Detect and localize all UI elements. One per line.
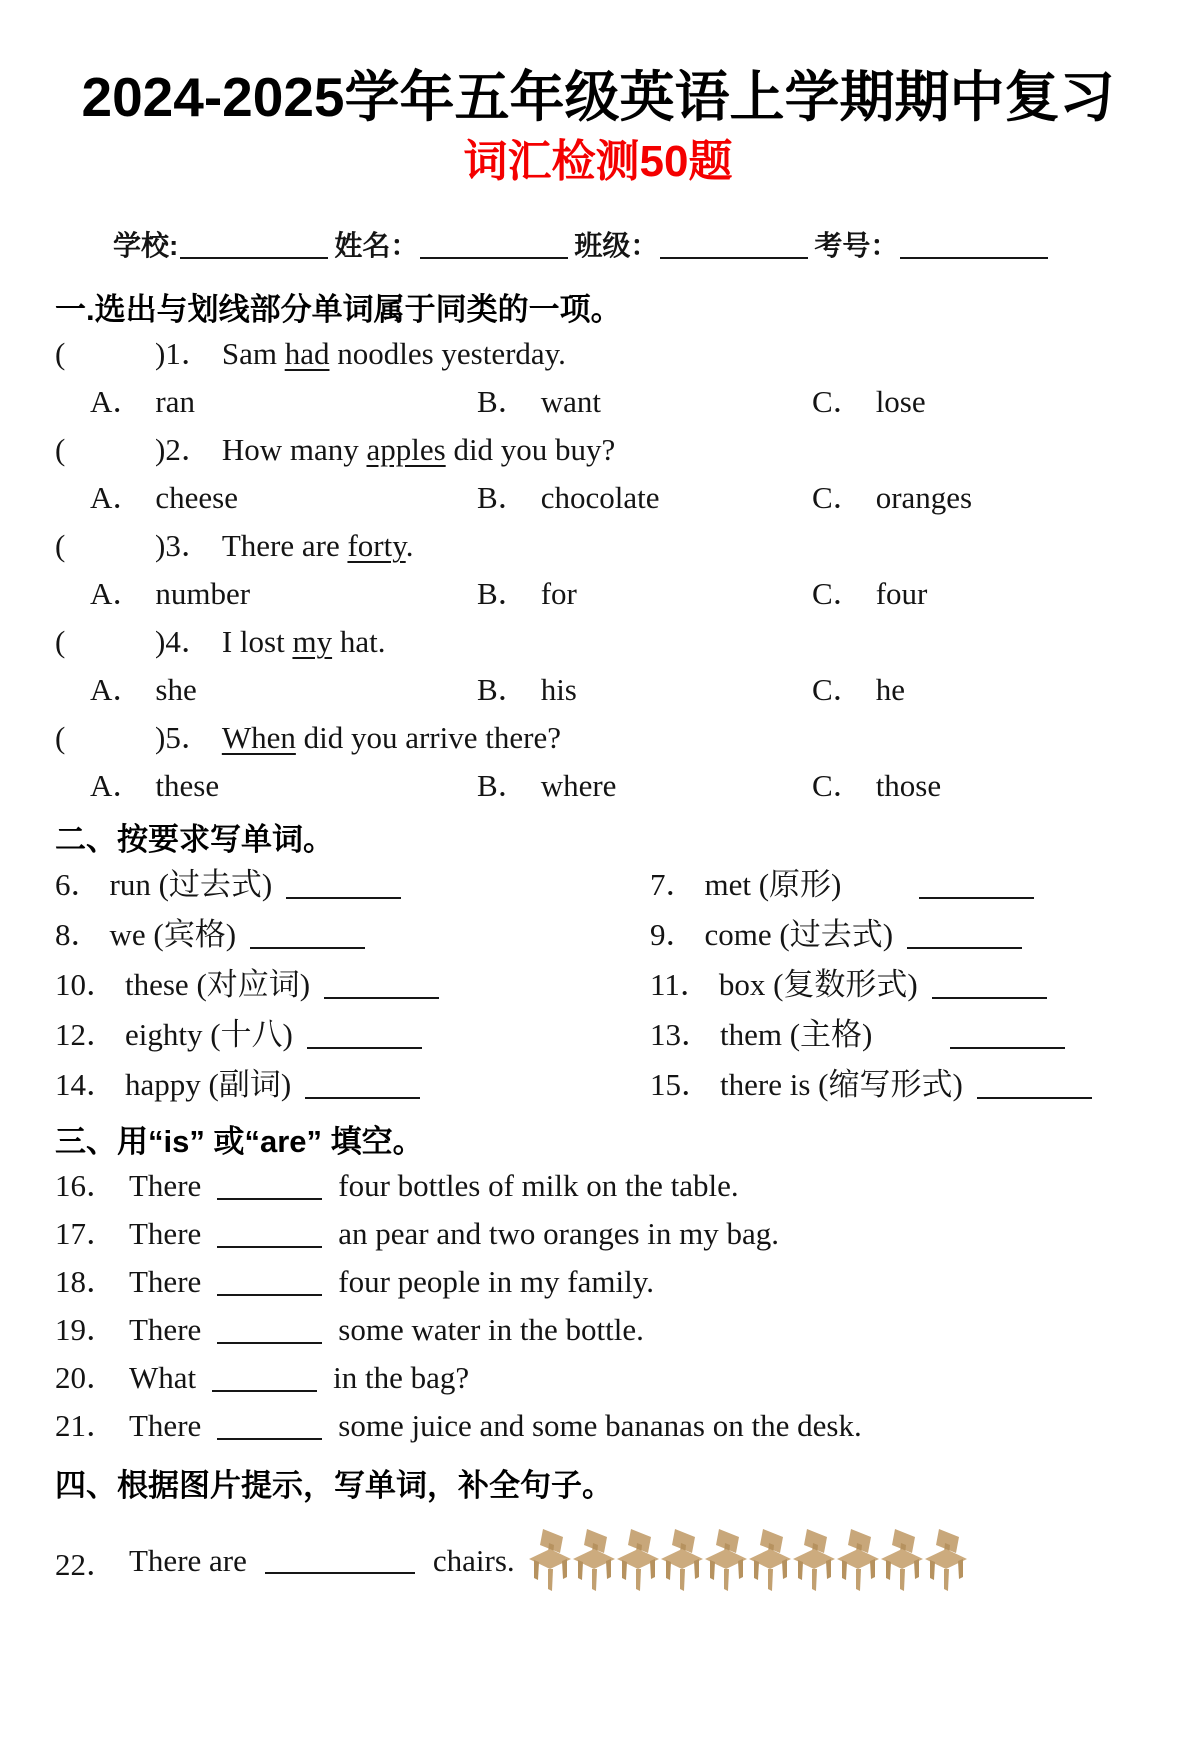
options-row-2 [55,474,1141,522]
option-b[interactable]: B． want [477,384,601,419]
exam-no-blank[interactable] [900,233,1048,259]
answer-blank[interactable] [950,1023,1065,1049]
question-text: When did you arrive there? [221,720,561,755]
option-b[interactable]: B． his [477,672,577,707]
class-blank[interactable] [660,233,808,259]
chair-icon [660,1528,705,1594]
options-row-1 [55,378,1141,426]
chair-icon [704,1528,749,1594]
option-c[interactable]: C． lose [812,384,926,419]
word-item-7: 7． met (原形) [650,860,1141,910]
chair-icon [572,1528,617,1594]
class-field [574,230,808,261]
option-c[interactable]: C． he [812,672,905,707]
chair-icon [924,1528,969,1594]
section-four-heading: 四、根据图片提示，写单词，补全句子。 [55,1468,613,1503]
question-number: )1． [155,336,212,371]
chair-icon [792,1528,837,1594]
school-field [113,230,328,261]
page-subtitle: 词汇检测50题 [463,137,733,186]
word-item-6: 6． run (过去式) [55,860,650,910]
question-text: How many apples did you buy? [221,432,616,467]
exam-no-label: 考号： [814,230,899,261]
answer-paren[interactable]: ( [55,624,66,659]
options-row-4 [55,666,1141,714]
word-item-13: 13． them (主格) [650,1010,1141,1060]
question-text: I lost my hat. [221,624,386,659]
answer-blank[interactable] [212,1366,317,1392]
page-title: 2024-2025学年五年级英语上学期期中复习 [81,66,1115,128]
question-1 [55,330,1141,378]
option-c[interactable]: C． oranges [812,480,973,515]
question-text: There are forty. [221,528,414,563]
question-4 [55,618,1141,666]
underlined-word: my [292,624,333,659]
fill-item-18: 18． There four people in my family. [55,1264,654,1299]
option-b[interactable]: B． where [477,768,617,803]
section-three-heading: 三、用“is” 或“are” 填空。 [55,1124,424,1159]
underlined-word: When [221,720,296,755]
exam-no-field [814,230,1048,261]
option-b[interactable]: B． chocolate [477,480,660,515]
chair-icon [616,1528,661,1594]
underlined-word: had [284,336,330,371]
option-a[interactable]: A． these [90,768,220,803]
word-row-10-11 [55,960,1141,1010]
question-5 [55,714,1141,762]
chairs-image [529,1528,969,1594]
question-2 [55,426,1141,474]
question-number: 22． [55,1546,117,1582]
picture-item-22 [55,1528,1141,1594]
name-blank[interactable] [420,233,568,259]
name-field [334,230,568,261]
underlined-word: apples [366,432,446,467]
class-label: 班级： [574,230,659,261]
name-label: 姓名： [334,230,419,261]
fill-item-20: 20． What in the bag? [55,1360,470,1395]
answer-paren[interactable]: ( [55,528,66,563]
question-number: )4． [155,624,212,659]
sentence-post: chairs. [432,1543,515,1578]
options-row-5 [55,762,1141,810]
answer-blank[interactable] [250,923,365,949]
option-a[interactable]: A． number [90,576,251,611]
section-one-heading: 一.选出与划线部分单词属于同类的一项。 [55,292,622,327]
underlined-word: forty [347,528,406,563]
answer-blank[interactable] [919,873,1034,899]
student-info-line [55,228,1141,264]
answer-blank[interactable] [217,1174,322,1200]
answer-blank[interactable] [324,973,439,999]
school-label: 学校: [113,230,179,261]
answer-blank[interactable] [217,1414,322,1440]
option-c[interactable]: C． those [812,768,942,803]
answer-blank[interactable] [286,873,401,899]
word-row-12-13 [55,1010,1141,1060]
answer-blank[interactable] [217,1222,322,1248]
fill-item-17: 17． There an pear and two oranges in my bag. [55,1216,780,1251]
option-b[interactable]: B． for [477,576,577,611]
option-a[interactable]: A． cheese [90,480,238,515]
question-number: )5． [155,720,212,755]
word-item-12: 12． eighty (十八) [55,1010,650,1060]
sentence-pre: There are [129,1543,247,1578]
word-row-8-9 [55,910,1141,960]
question-3 [55,522,1141,570]
chair-icon [836,1528,881,1594]
fill-item-19: 19． There some water in the bottle. [55,1312,644,1347]
answer-blank[interactable] [265,1548,415,1574]
option-c[interactable]: C． four [812,576,928,611]
fill-item-21: 21． There some juice and some bananas on the desk. [55,1408,862,1443]
school-blank[interactable] [180,233,328,259]
word-item-8: 8． we (宾格) [55,910,650,960]
answer-blank[interactable] [977,1073,1092,1099]
word-item-10: 10． these (对应词) [55,960,650,1010]
answer-paren[interactable]: ( [55,336,66,371]
answer-paren[interactable]: ( [55,432,66,467]
worksheet-page [0,64,1191,1594]
chair-icon [880,1528,925,1594]
option-a[interactable]: A． ran [90,384,195,419]
answer-blank[interactable] [305,1073,420,1099]
question-number: )3． [155,528,212,563]
chair-icon [748,1528,793,1594]
answer-blank[interactable] [217,1318,322,1344]
answer-blank[interactable] [907,923,1022,949]
section-two-heading: 二、按要求写单词。 [55,822,334,857]
fill-item-16: 16． There four bottles of milk on the table. [55,1168,739,1203]
word-row-14-15 [55,1060,1141,1110]
question-text: Sam had noodles yesterday. [221,336,566,371]
word-row-6-7 [55,860,1141,910]
answer-blank[interactable] [932,973,1047,999]
word-item-15: 15． there is (缩写形式) [650,1060,1141,1110]
word-item-11: 11． box (复数形式) [650,960,1141,1010]
answer-paren[interactable]: ( [55,720,66,755]
word-item-9: 9． come (过去式) [650,910,1141,960]
option-a[interactable]: A． she [90,672,197,707]
options-row-3 [55,570,1141,618]
word-item-14: 14． happy (副词) [55,1060,650,1110]
chair-icon [528,1528,573,1594]
question-number: )2． [155,432,212,467]
answer-blank[interactable] [217,1270,322,1296]
answer-blank[interactable] [307,1023,422,1049]
